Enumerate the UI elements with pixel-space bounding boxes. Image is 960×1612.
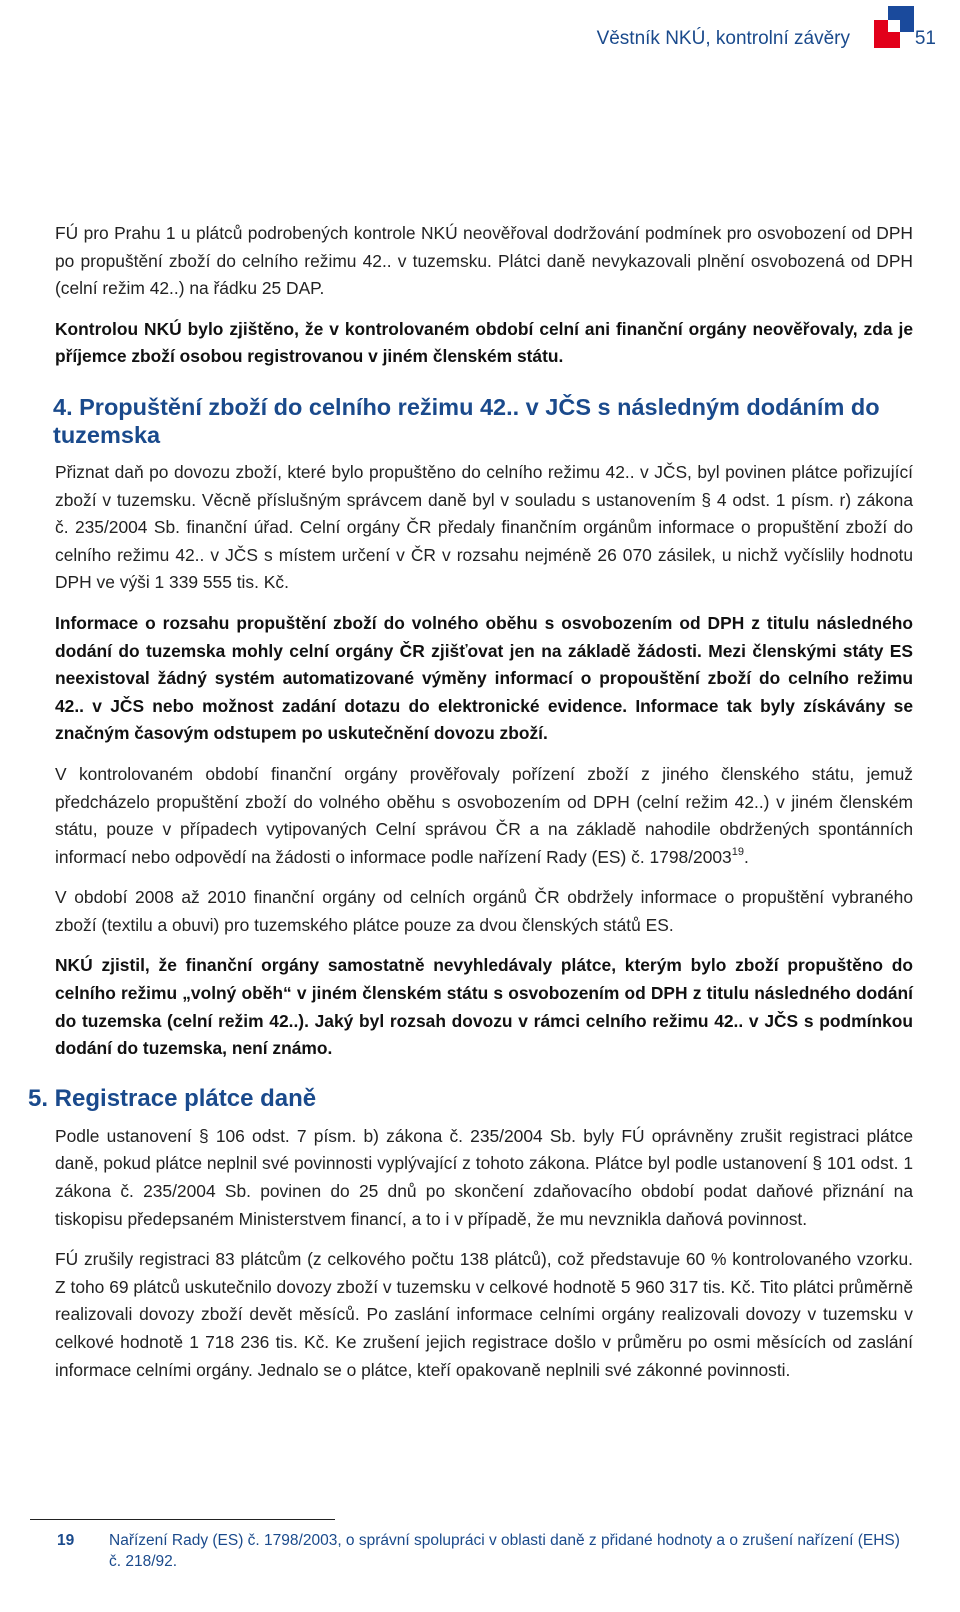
footnote-number: 19: [57, 1532, 75, 1549]
paragraph-registration-law: Podle ustanovení § 106 odst. 7 písm. b) zákona č. 235/2004 Sb. byly FÚ oprávněny zrušit registraci plátce daně, pokud plátce neplnil své povinnosti vyplývající z tohoto zákona. Plátce byl podle ustanovení § 101 odst. 1 zákona č. 235/2004 Sb. povinen do 25 dnů po skončení zdaňovacího období podat daňové přiznání na tiskopisu předepsaném Ministerstvem financí, a to i v případě, že mu nevznikla daňová povinnost.: [55, 1125, 913, 1229]
paragraph-verification-text: V kontrolovaném období finanční orgány prověřovaly pořízení zboží z jiného členského státu, jemuž předcházelo propuštění zboží do volného oběhu s osvobozením od DPH (celní režim 42..) v jiném členském státu, pouze v případech vytipovaných Celní správou ČR a na základě nahodile obdržených spontánních informací nebo odpovědí na žádosti o informace podle nařízení Rady (ES) č. 1798/2003: [55, 763, 913, 867]
paragraph-nku-finding: NKÚ zjistil, že finanční orgány samostatně nevyhledávaly plátce, kterým bylo zboží propuštěno do celního režimu „volný oběh“ v jiném členském státu s osvobozením od DPH z titulu následného dodání do tuzemska (celní režim 42..). Jaký byl rozsah dovozu v rámci celního režimu 42.. v JČS s podmínkou dodání do tuzemska, není známo.: [55, 955, 913, 1059]
section-5-heading: 5. Registrace plátce daně: [28, 1084, 317, 1112]
paragraph-fu-praha: FÚ pro Prahu 1 u plátců podrobených kontrole NKÚ neověřoval dodržování podmínek pro osvobození od DPH po propuštění zboží do celního režimu 42.. v tuzemsku. Plátci daně nevykazovali plnění osvobozená od DPH (celní režim 42..) na řádku 25 DAP.: [55, 223, 913, 299]
page-number: 51: [914, 28, 936, 49]
section-4-heading: 4. Propuštění zboží do celního režimu 42.. v JČS s následným dodáním do tuzemska: [53, 393, 880, 448]
paragraph-verification: [55, 761, 913, 871]
paragraph-verification-end: .: [743, 846, 749, 867]
paragraph-2008-2010: V období 2008 až 2010 finanční orgány od celních orgánů ČR obdržely informace o propuštění vybraného zboží (textilu a obuvi) pro tuzemského plátce pouze za dvou členských států ES.: [55, 887, 913, 935]
footnote: [57, 1530, 907, 1572]
paragraph-cancelled-registrations: FÚ zrušily registraci 83 plátcům (z celkového počtu 138 plátců), což představuje 60 % kontrolovaného vzorku. Z toho 69 plátců uskutečnilo dovozy zboží v tuzemsku v celkové hodnotě 5 960 317 tis. Kč. Tito plátci průměrně realizovali dovozy zboží devět měsíců. Po zaslání informace celními orgány realizovali dovozy v tuzemsku v celkové hodnotě 1 718 236 tis. Kč. Ke zrušení jejich registrace došlo v průměru po osmi měsících od zaslání informace celními orgány. Jednalo se o plátce, kteří opakovaně neplnili své zákonné povinnosti.: [55, 1249, 913, 1380]
footnote-divider: [30, 1519, 335, 1520]
footnote-ref[interactable]: 19: [731, 845, 744, 858]
journal-title: Věstník NKÚ, kontrolní závěry: [596, 28, 850, 49]
page-header: [0, 0, 960, 80]
nku-logo-icon: [874, 6, 914, 48]
paragraph-information-scope: Informace o rozsahu propuštění zboží do volného oběhu s osvobozením od DPH z titulu následného dodání do tuzemska mohly celní orgány ČR zjišťovat jen na základě žádosti. Mezi členskými státy ES neexistoval žádný systém automatizované výměny informací o propouštění zboží do celního režimu 42.. v JČS nebo možnost zadání dotazu do elektronické evidence. Informace tak byly získávány se značným časovým odstupem po uskutečnění dovozu zboží.: [55, 612, 913, 744]
footnote-text: Nařízení Rady (ES) č. 1798/2003, o správní spolupráci v oblasti daně z přidané hodnoty a o zrušení nařízení (EHS) č. 218/92.: [109, 1532, 900, 1570]
paragraph-finding-registration: Kontrolou NKÚ bylo zjištěno, že v kontrolovaném období celní ani finanční orgány neověřovaly, zda je příjemce zboží osobou registrovanou v jiném členském státu.: [55, 318, 913, 367]
page-content: [28, 220, 913, 1397]
paragraph-tax-declaration: Přiznat daň po dovozu zboží, které bylo propuštěno do celního režimu 42.. v JČS, byl povinen plátce pořizující zboží v tuzemsku. Věcně příslušným správcem daně byl v souladu s ustanovením § 4 odst. 1 písm. r) zákona č. 235/2004 Sb. finanční úřad. Celní orgány ČR předaly finančním orgánům informace o propuštění zboží do celního režimu 42.. v JČS s místem určení v ČR v rozsahu nejméně 26 070 zásilek, u nichž vyčíslily hodnotu DPH ve výši 1 339 555 tis. Kč.: [55, 461, 913, 593]
